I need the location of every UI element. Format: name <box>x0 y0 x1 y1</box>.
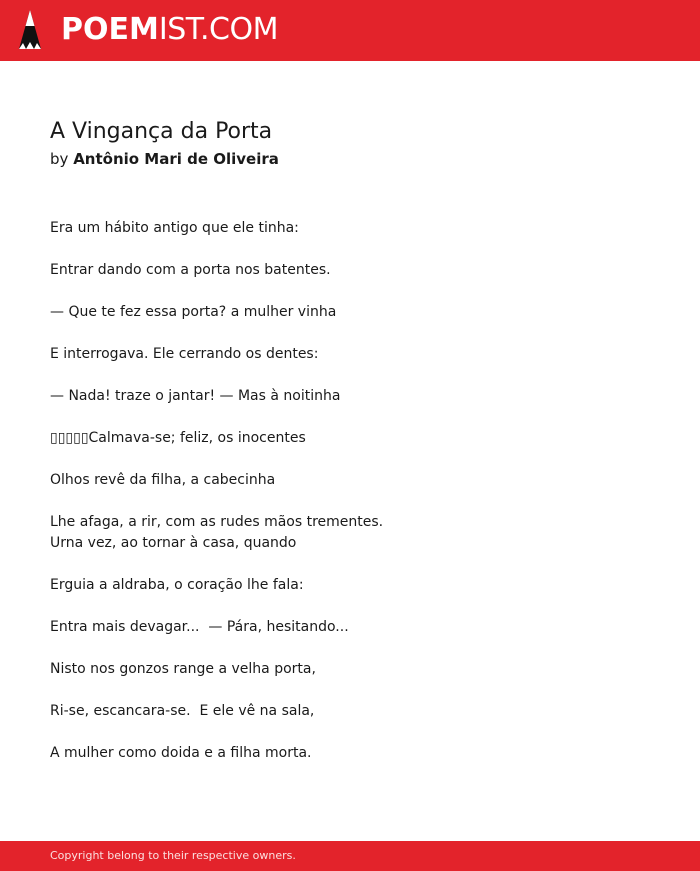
poem-line: Lhe afaga, a rir, com as rudes mãos trementes. Urna vez, ao tornar à casa, quando <box>50 514 384 551</box>
poem-line: Erguia a aldraba, o coração lhe fala: <box>50 577 304 593</box>
poem-line: A mulher como doida e a filha morta. <box>50 745 312 761</box>
header-bar <box>0 0 700 61</box>
poem-line: Nisto nos gonzos range a velha porta, <box>50 661 316 677</box>
pencil-tip-icon[interactable] <box>18 9 42 51</box>
site-logo[interactable] <box>61 11 278 49</box>
poem-line: E interrogava. Ele cerrando os dentes: <box>50 346 319 362</box>
poem-body <box>50 218 670 785</box>
poem-line: — Que te fez essa porta? a mulher vinha <box>50 304 337 320</box>
footer-bar <box>0 841 700 871</box>
by-label: by <box>50 150 69 168</box>
poem-line: Olhos revê da filha, a cabecinha <box>50 472 276 488</box>
copyright-notice: Copyright belong to their respective owners. <box>50 849 296 862</box>
poem-line: ▯▯▯▯▯Calmava-se; feliz, os inocentes <box>50 430 306 446</box>
poem-line: Entra mais devagar... — Pára, hesitando... <box>50 619 349 635</box>
poem-line: — Nada! traze o jantar! — Mas à noitinha <box>50 388 341 404</box>
poem-line: Entrar dando com a porta nos batentes. <box>50 262 331 278</box>
poem-line: Ri-se, escancara-se. E ele vê na sala, <box>50 703 315 719</box>
poem-title: A Vingança da Porta <box>50 119 273 144</box>
byline <box>50 148 279 170</box>
logo-light-text: IST.COM <box>158 12 278 47</box>
logo-bold-text: POEM <box>61 12 159 47</box>
poem-line: Era um hábito antigo que ele tinha: <box>50 220 299 236</box>
poem-author: Antônio Mari de Oliveira <box>73 150 279 168</box>
